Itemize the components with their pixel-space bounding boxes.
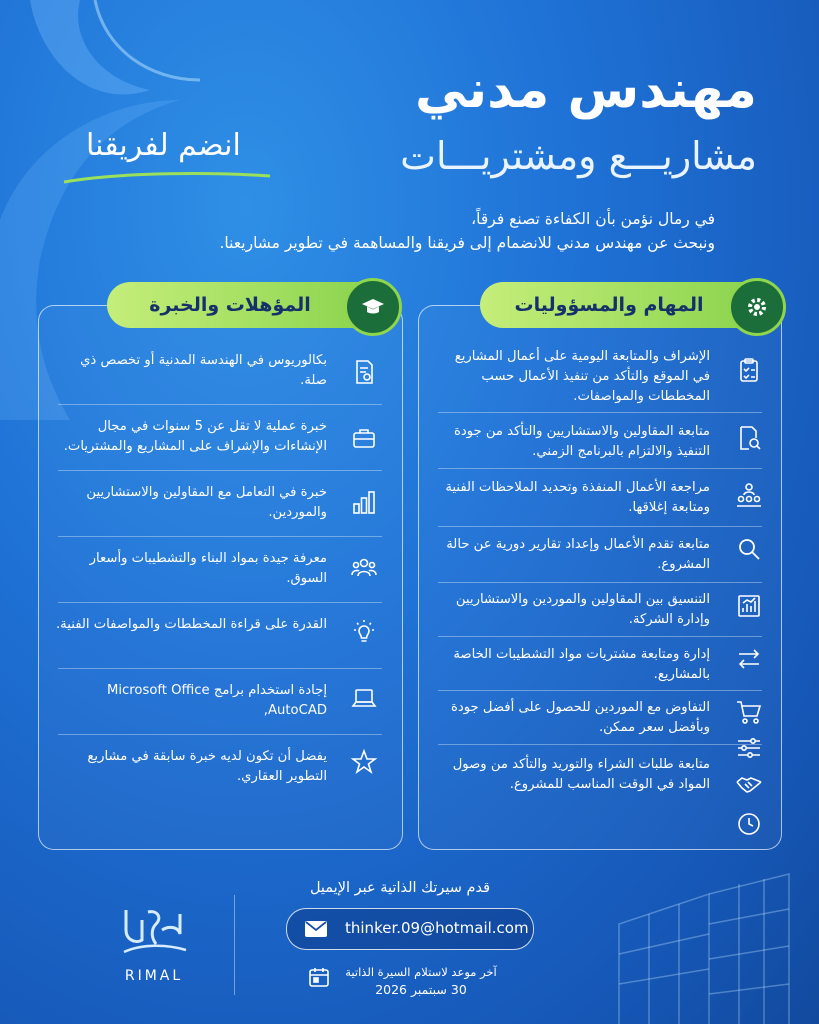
divider <box>438 526 762 527</box>
divider <box>438 690 762 691</box>
divider <box>58 668 382 669</box>
exchange-arrows-icon <box>735 645 763 673</box>
divider <box>58 734 382 735</box>
qualification-item: يفضل أن تكون لديه خبرة سابقة في مشاريع التطوير العقاري. <box>87 749 327 784</box>
responsibility-item: التفاوض مع الموردين للحصول على أفضل جودة وبأفضل سعر ممكن. <box>450 700 710 735</box>
responsibilities-title: المهام والمسؤوليات <box>514 294 704 316</box>
intro-line-1: في رمال نؤمن بأن الكفاءة تصنع فرقاً، <box>471 210 715 228</box>
divider <box>438 412 762 413</box>
job-title: مهندس مدني <box>414 60 757 120</box>
laptop-icon <box>350 684 378 712</box>
graduation-cap-icon <box>344 278 402 336</box>
handshake-icon <box>735 771 763 799</box>
deadline <box>336 963 506 999</box>
responsibility-item: التنسيق بين المقاولين والموردين والاستشاريين وإدارة الشركة. <box>455 592 710 627</box>
team-icon <box>350 554 378 582</box>
clock-icon <box>735 810 763 838</box>
divider <box>58 602 382 603</box>
divider <box>438 744 762 745</box>
qualifications-title: المؤهلات والخبرة <box>149 294 311 316</box>
deadline-label: آخر موعد لاستلام السيرة الذاتية <box>345 965 497 979</box>
email-button[interactable] <box>286 908 534 950</box>
cart-icon <box>735 698 763 726</box>
certificate-icon <box>350 358 378 386</box>
responsibility-item: الإشراف والمتابعة اليومية على أعمال المشاريع في الموقع والتأكد من تنفيذ الأعمال حسب المخططات والمواصفات. <box>454 349 710 404</box>
intro-text <box>155 207 715 255</box>
intro-line-2: ونبحث عن مهندس مدني للانضمام إلى فريقنا والمساهمة في تطوير مشاريعنا. <box>219 234 715 252</box>
join-our-team: انضم لفريقنا <box>86 128 241 163</box>
logo-text: RIMAL <box>124 968 184 984</box>
qualification-item: معرفة جيدة بمواد البناء والتشطيبات وأسعار السوق. <box>89 551 327 586</box>
responsibility-item: مراجعة الأعمال المنفذة وتحديد الملاحظات الفنية ومتابعة إغلاقها. <box>445 480 710 515</box>
briefcase-icon <box>350 424 378 452</box>
divider <box>58 470 382 471</box>
document-search-icon <box>735 424 763 452</box>
divider <box>58 404 382 405</box>
gear-icon <box>728 278 786 336</box>
calendar-icon <box>308 966 330 992</box>
responsibility-item: متابعة تقدم الأعمال وإعداد تقارير دورية عن حالة المشروع. <box>446 537 710 572</box>
sliders-icon <box>735 734 763 762</box>
rimal-logo <box>116 900 192 984</box>
responsibility-item: إدارة ومتابعة مشتريات مواد التشطيبات الخاصة بالمشاريع. <box>453 647 710 682</box>
org-chart-icon <box>735 481 763 509</box>
qualification-item: إجادة استخدام برامج Microsoft Office ,AutoCAD <box>106 683 327 718</box>
report-chart-icon <box>735 592 763 620</box>
email-address[interactable]: thinker.09@hotmail.com <box>345 919 529 937</box>
qualification-item: القدرة على قراءة المخططات والمواصفات الفنية. <box>55 617 327 632</box>
responsibility-item: متابعة المقاولين والاستشاريين والتأكد من جودة التنفيذ والالتزام بالبرنامج الزمني. <box>453 424 710 459</box>
submit-cv-label: قدم سيرتك الذاتية عبر الإيميل <box>309 880 491 896</box>
qualification-item: خبرة في التعامل مع المقاولين والاستشاريين والموردين. <box>86 485 327 520</box>
deadline-date: 30 سبتمبر 2026 <box>375 982 467 997</box>
divider <box>58 536 382 537</box>
footer-divider <box>234 895 235 995</box>
qualification-item: بكالوريوس في الهندسة المدنية أو تخصص ذي صلة. <box>80 353 327 388</box>
job-subtitle: مشاريـــع ومشتريـــات <box>400 134 757 178</box>
star-icon <box>350 748 378 776</box>
clipboard-check-icon <box>735 356 763 384</box>
qualification-item: خبرة عملية لا تقل عن 5 سنوات في مجال الإنشاءات والإشراف على المشاريع والمشتريات. <box>63 419 327 454</box>
join-underline <box>62 170 272 184</box>
responsibility-item: متابعة طلبات الشراء والتوريد والتأكد من وصول المواد في الوقت المناسب للمشروع. <box>452 757 710 792</box>
rimal-logo-mark <box>116 900 192 962</box>
divider <box>438 468 762 469</box>
divider <box>438 582 762 583</box>
bar-chart-icon <box>350 488 378 516</box>
building-outline <box>589 854 819 1024</box>
divider <box>438 636 762 637</box>
search-icon <box>735 535 763 563</box>
mail-icon <box>305 921 327 937</box>
lightbulb-icon <box>350 618 378 646</box>
